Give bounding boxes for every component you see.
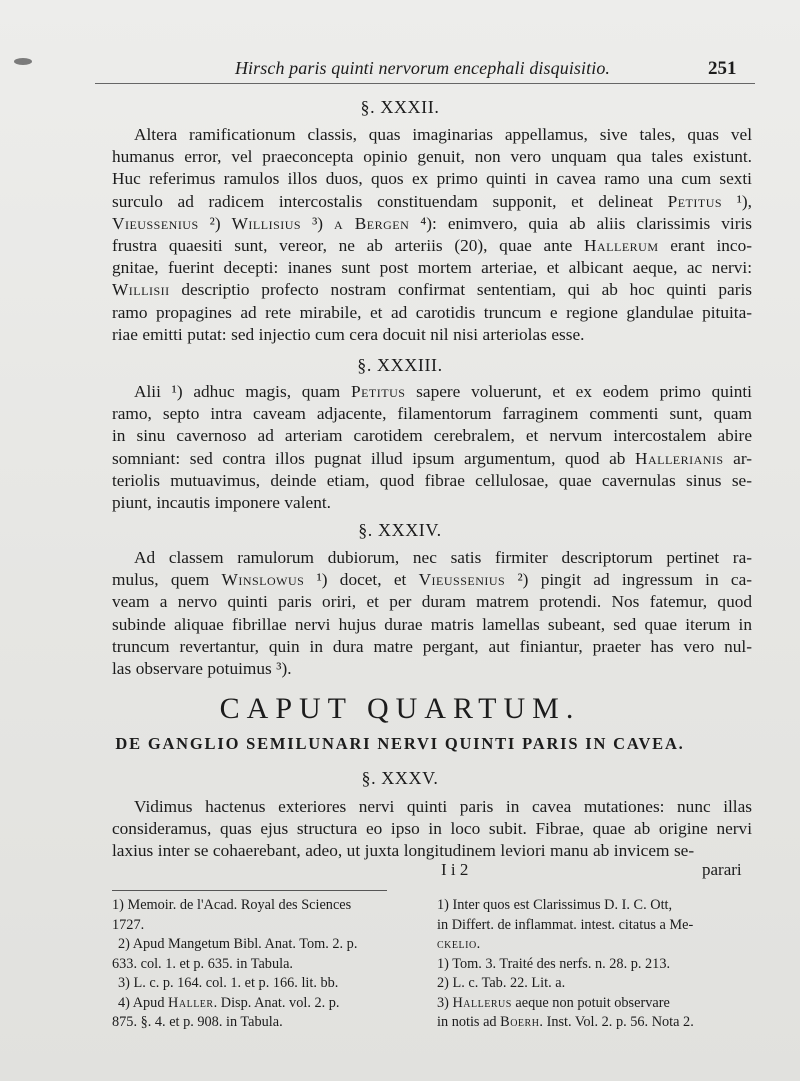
text-run: ²) — [198, 213, 232, 233]
text-run: 3) L. c. p. 164. col. 1. et p. 166. lit. bb. — [118, 975, 339, 991]
text-line — [112, 191, 752, 213]
proper-name: Hallerum — [584, 236, 659, 256]
text-line — [112, 257, 752, 279]
text-run: ar- — [723, 448, 753, 468]
proper-name: Haller — [168, 994, 214, 1011]
footnote-line — [112, 935, 430, 955]
text-line — [112, 448, 752, 470]
running-head: Hirsch paris quinti nervorum encephali disquisitio. — [234, 58, 611, 78]
text-run: . Disp. Anat. vol. 2. p. — [213, 994, 340, 1011]
proper-name: ckelio — [437, 936, 477, 952]
text-run: 633. col. 1. et p. 635. in Tabula. — [112, 955, 293, 972]
text-line — [112, 658, 752, 680]
proper-name: Hallerus — [452, 994, 512, 1011]
text-line — [112, 124, 752, 146]
text-run: aeque non potuit observare — [511, 994, 670, 1011]
page-number: 251 — [708, 58, 737, 79]
footnote-line — [437, 935, 755, 955]
proper-name: Vieussenius — [418, 570, 506, 590]
header-rule — [95, 83, 755, 84]
text-run: ramo, septo intra caveam adjacente, filamentorum farraginem commenti sunt, quam — [112, 404, 752, 424]
text-line — [112, 818, 752, 840]
text-run: in Differt. de inflammat. intest. citatus a Me- — [437, 916, 694, 933]
section-heading-35: §. XXXV. — [361, 768, 439, 788]
text-run: Vidimus hactenus exteriores nervi quinti paris in cavea mutationes: nunc illas — [134, 797, 752, 816]
text-line — [112, 591, 752, 613]
signature-mark: I i 2 — [441, 860, 469, 879]
text-run: veam a nervo quinti paris oriri, et per duram matrem protendi. Nos fatemur, quod — [112, 592, 752, 612]
text-run: 2) Apud Mangetum Bibl. Anat. Tom. 2. p. — [118, 936, 358, 952]
footnote-rule — [112, 890, 387, 891]
text-run: Altera ramificationum classis, quas imaginarias appellamus, sive tales, quas vel — [134, 125, 752, 144]
text-run: piunt, incautis imponere valent. — [112, 493, 331, 513]
proper-name: Petitus — [667, 191, 723, 211]
text-line — [112, 840, 752, 862]
text-run: las observare potuimus ³). — [112, 659, 292, 679]
text-line — [112, 636, 752, 658]
text-run: riae emitti putat: sed injectio cum cera docuit nil nisi arteriolas esse. — [112, 324, 585, 344]
proper-name: Winslowus — [221, 570, 305, 590]
text-run: frustra quaesiti sunt, vereor, ne ab arteriis (20), quae ante — [112, 236, 585, 256]
text-run: ³) — [301, 213, 335, 233]
footnote-line — [112, 916, 430, 936]
text-run: 3) — [437, 994, 453, 1011]
text-run: truncum revertantur, quin in dura matre pergant, aut finiantur, praeter has vero nul- — [112, 636, 752, 656]
text-run: 1) Inter quos est Clarissimus D. I. C. Ott, — [437, 897, 673, 913]
text-run: 2) L. c. Tab. 22. Lit. a. — [437, 975, 566, 991]
text-line — [112, 614, 752, 636]
footnotes-right — [437, 896, 755, 1033]
text-run: . — [476, 936, 481, 952]
text-line — [112, 425, 752, 447]
chapter-subtitle: DE GANGLIO SEMILUNARI NERVI QUINTI PARIS IN CAVEA. — [115, 734, 685, 753]
text-line — [112, 547, 752, 569]
text-run: somniant: sed contra illos pugnat illud ipsum argumentum, quod ab — [112, 448, 635, 468]
text-line — [112, 279, 752, 301]
footnote-line — [437, 916, 755, 936]
footnote-line — [437, 994, 755, 1014]
text-run: ⁴): enimvero, quia ab aliis clarissimis viris — [409, 213, 752, 233]
section-35-text — [112, 796, 752, 863]
chapter-title: CAPUT QUARTUM. — [219, 692, 581, 725]
text-run: in notis ad — [437, 1014, 501, 1030]
ink-blot — [14, 58, 32, 65]
text-run: surculo ad radicem intercostalis constituendam supponit, et delineat — [112, 191, 668, 211]
proper-name: a Bergen — [334, 213, 410, 233]
footnote-line — [112, 896, 430, 916]
text-run: ²) pingit ad ingressum in ca- — [505, 570, 752, 590]
footnote-line — [112, 994, 430, 1014]
text-run: ¹), — [722, 191, 752, 211]
footnotes-left — [112, 896, 430, 1033]
footnote-line — [437, 1013, 755, 1033]
section-32-text — [112, 124, 752, 346]
text-line — [112, 302, 752, 324]
text-line — [112, 569, 752, 591]
text-run: 1) Tom. 3. Traité des nerfs. n. 28. p. 213. — [437, 955, 671, 972]
text-line — [112, 146, 752, 168]
text-line — [112, 168, 752, 190]
footnote-line — [437, 974, 755, 994]
footnote-line — [437, 896, 755, 916]
text-run: mulus, quem — [112, 570, 222, 590]
section-33-text — [112, 381, 752, 514]
section-heading-33: §. XXXIII. — [357, 355, 443, 375]
proper-name: Vieussenius — [112, 213, 199, 233]
section-heading-34: §. XXXIV. — [358, 520, 442, 540]
section-34-text — [112, 547, 752, 680]
proper-name: Willisius — [231, 213, 302, 233]
text-run: 875. §. 4. et p. 908. in Tabula. — [112, 1014, 283, 1030]
text-run: teriolis mutuavimus, deinde etiam, quod fibrae cellulosae, quae cavernulas sinus se- — [112, 470, 752, 490]
text-run: Huc referimus ramulos illos duos, quos ex primo quinti in cavea ramo una cum sexti — [112, 169, 752, 189]
text-run: consideramus, quas ejus structura eo ipso in loco subit. Fibrae, quae ab origine nervi — [112, 819, 752, 839]
footnote-line — [112, 1013, 430, 1033]
text-run: . Inst. Vol. 2. p. 56. Nota 2. — [539, 1014, 694, 1030]
text-run: subinde aliquae fibrillae nervi hujus durae matris lamellas subeant, sed quae iterum in — [112, 614, 752, 634]
text-line — [112, 324, 752, 346]
text-line — [112, 470, 752, 492]
text-run: erant inco- — [658, 236, 752, 256]
footnote-line — [112, 955, 430, 975]
footnote-line — [112, 974, 430, 994]
text-run: sapere voluerunt, et ex eodem primo quinti — [405, 382, 752, 401]
catchword: parari — [702, 860, 742, 879]
text-line — [112, 403, 752, 425]
text-run: gnitae, fuerint decepti: inanes sunt post mortem arteriae, et albicant aeque, ac nervi: — [112, 258, 752, 278]
text-run: Alii ¹) adhuc magis, quam — [134, 382, 351, 401]
text-run: laxius inter se cohaerebant, adeo, ut juxta longitudinem leviori manu ab invicem se- — [112, 841, 695, 861]
proper-name: Hallerianis — [634, 448, 724, 468]
section-heading-32: §. XXXII. — [360, 97, 440, 117]
text-line — [112, 492, 752, 514]
text-run: 1727. — [112, 916, 145, 933]
footnote-line — [437, 955, 755, 975]
text-line — [112, 796, 752, 818]
text-run: descriptio profecto nostram confirmat sententiam, qui ab hoc quinti paris — [169, 280, 752, 300]
text-run: 4) Apud — [118, 994, 169, 1011]
text-line — [112, 381, 752, 403]
text-run: ¹) docet, et — [304, 570, 419, 590]
text-line — [112, 235, 752, 257]
text-line — [112, 213, 752, 235]
proper-name: Petitus — [350, 382, 406, 401]
text-run: in sinu cavernoso ad arteriam carotidem cerebralem, et nervum intercostalem abire — [112, 426, 752, 446]
text-run: humanus error, vel praeconcepta opinio genuit, non vero unquam qua tales existunt. — [112, 147, 752, 167]
text-run: ramo propagines ad rete mirabile, et ad carotidis truncum e regione glandulae pituita- — [112, 302, 752, 322]
text-run: 1) Memoir. de l'Acad. Royal des Sciences — [112, 897, 352, 913]
proper-name: Willisii — [112, 280, 170, 300]
text-run: Ad classem ramulorum dubiorum, nec satis firmiter descriptorum pertinet ra- — [134, 548, 752, 567]
proper-name: Boerh — [500, 1014, 540, 1030]
